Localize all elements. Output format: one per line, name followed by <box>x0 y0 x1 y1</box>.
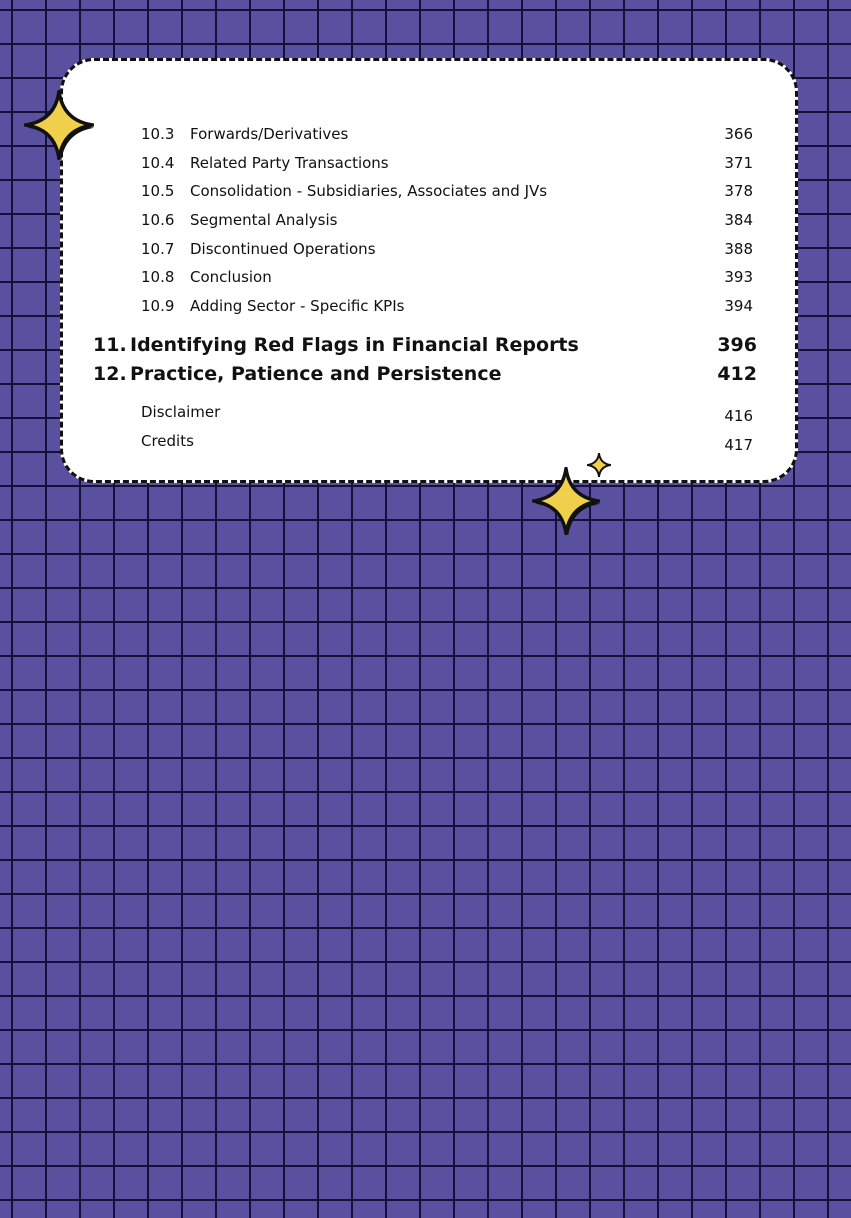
section-number: 10.4 <box>141 154 175 172</box>
toc-row-10-3[interactable] <box>63 123 795 145</box>
page-number: 393 <box>724 268 753 286</box>
toc-row-10-8[interactable] <box>63 266 795 288</box>
toc-row-10-7[interactable] <box>63 238 795 260</box>
section-number: 10.6 <box>141 211 175 229</box>
sparkle-star <box>533 468 598 533</box>
page-number: 417 <box>724 436 753 454</box>
sparkle-star <box>587 453 610 476</box>
toc-row-10-5[interactable] <box>63 180 795 202</box>
section-number: 10.9 <box>141 297 175 315</box>
page-number: 388 <box>724 240 753 258</box>
toc-row-disclaimer[interactable] <box>63 401 795 423</box>
page-number: 412 <box>717 363 757 385</box>
sparkle-icon-medium <box>532 467 600 535</box>
toc-chapter-12[interactable] <box>63 361 795 387</box>
toc-row-10-6[interactable] <box>63 209 795 231</box>
sparkle-icon-large <box>24 90 94 160</box>
section-title: Related Party Transactions <box>190 154 389 172</box>
page-number: 396 <box>717 334 757 356</box>
section-title: Forwards/Derivatives <box>190 125 349 143</box>
section-title: Discontinued Operations <box>190 240 376 258</box>
toc-row-10-9[interactable] <box>63 295 795 317</box>
section-title: Segmental Analysis <box>190 211 338 229</box>
page-number: 371 <box>724 154 753 172</box>
chapter-number: 11. <box>93 334 127 356</box>
entry-title: Disclaimer <box>141 403 221 421</box>
toc-chapter-11[interactable] <box>63 332 795 358</box>
section-title: Conclusion <box>190 268 272 286</box>
section-title: Adding Sector - Specific KPIs <box>190 297 405 315</box>
page-number: 366 <box>724 125 753 143</box>
chapter-number: 12. <box>93 363 127 385</box>
toc-row-credits[interactable] <box>63 430 795 452</box>
section-number: 10.3 <box>141 125 175 143</box>
toc-row-10-4[interactable] <box>63 152 795 174</box>
chapter-title: Practice, Patience and Persistence <box>130 363 502 385</box>
section-title: Consolidation - Subsidiaries, Associates and JVs <box>190 182 548 200</box>
sparkle-star <box>25 91 92 158</box>
page-number: 378 <box>724 182 753 200</box>
sparkle-icon-small <box>587 453 611 477</box>
section-number: 10.8 <box>141 268 175 286</box>
section-number: 10.5 <box>141 182 175 200</box>
page-number: 394 <box>724 297 753 315</box>
page-number: 384 <box>724 211 753 229</box>
chapter-title: Identifying Red Flags in Financial Reports <box>130 334 579 356</box>
section-number: 10.7 <box>141 240 175 258</box>
toc-card <box>60 58 798 483</box>
entry-title: Credits <box>141 432 194 450</box>
page-number: 416 <box>724 407 753 425</box>
